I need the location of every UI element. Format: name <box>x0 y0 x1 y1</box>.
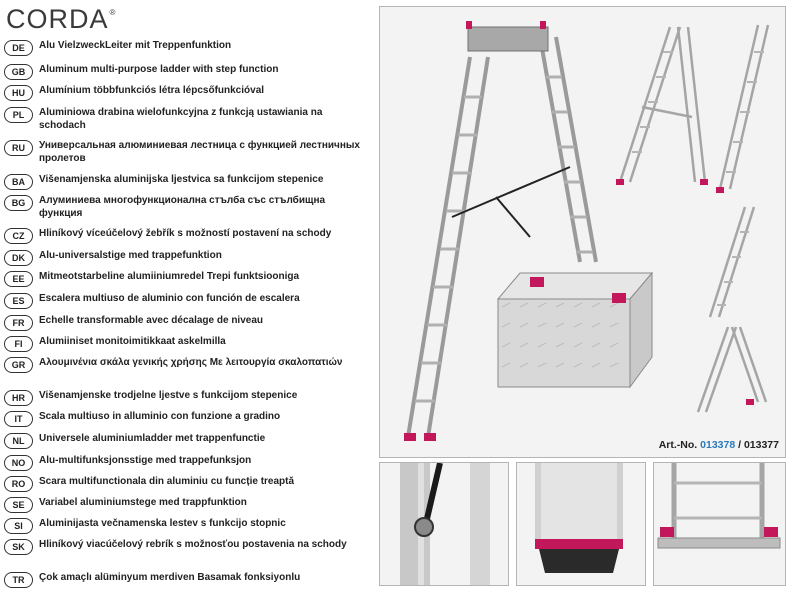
lang-description: Alumínium többfunkciós létra lépcsőfunkcióval <box>39 85 265 96</box>
lang-row-hu <box>0 85 372 101</box>
lang-row-no <box>0 455 372 471</box>
lang-row-ru <box>0 140 372 165</box>
lang-description: Višenamjenska aluminijska ljestvica sa funkcijom stepenice <box>39 174 324 185</box>
lang-description: Aluminiowa drabina wielofunkcyjna z funkcją ustawiania na schodach <box>39 107 323 131</box>
lang-code-badge: NL <box>4 433 33 449</box>
strap-detail-illustration <box>380 463 508 585</box>
lang-code-badge: NO <box>4 455 33 471</box>
lang-description: Escalera multiuso de aluminio con función de escalera <box>39 293 300 304</box>
lang-row-gr <box>0 357 372 373</box>
variant-straight-icon <box>720 25 768 189</box>
lang-description: Hliníkový víceúčelový žebřík s možností postavení na schody <box>39 228 332 239</box>
lang-code-badge: RO <box>4 476 33 492</box>
lang-code-badge: FI <box>4 336 33 352</box>
ladder-hinge-icon <box>466 21 548 51</box>
lang-code-badge: GR <box>4 357 33 373</box>
lang-row-ba <box>0 174 372 190</box>
detail-image-strap <box>379 462 509 586</box>
foot-detail-illustration <box>517 463 645 585</box>
lang-code-badge: CZ <box>4 228 33 244</box>
lang-row-nl <box>0 433 372 449</box>
lang-row-de <box>0 40 372 56</box>
lang-description: Mitmeotstarbeline alumiiniumredel Trepi funktsiooniga <box>39 271 300 282</box>
lang-description: Alu-universalstige med trappefunktion <box>39 250 222 261</box>
article-number-primary: 013378 <box>700 439 736 451</box>
registered-mark: ® <box>109 8 117 17</box>
lang-description: Aluminijasta večnamenska lestev s funkcijo stopnic <box>39 518 286 529</box>
lang-code-badge: EE <box>4 271 33 287</box>
lang-description: Alu VielzweckLeiter mit Treppenfunktion <box>39 40 232 51</box>
lang-code-badge: BG <box>4 195 33 211</box>
lang-description: Αλουμινένια σκάλα γενικής χρήσης Με λειτουργία σκαλοπατιών <box>39 357 343 368</box>
lang-row-gb <box>0 64 372 80</box>
ladder-section-right-icon <box>540 37 596 262</box>
lang-code-badge: DK <box>4 250 33 266</box>
variant-stair-icon <box>698 327 766 412</box>
lang-description: Alu-multifunksjonsstige med trappefunksjon <box>39 455 252 466</box>
lang-row-fi <box>0 336 372 352</box>
lang-description: Çok amaçlı alüminyum merdiven Basamak fonksiyonlu <box>39 572 301 583</box>
brand-logo <box>6 4 115 35</box>
lang-description: Variabel aluminiumstege med trappfunktion <box>39 497 247 508</box>
lang-row-hr <box>0 390 372 406</box>
lang-row-se <box>0 497 372 513</box>
article-prefix: Art.-No. <box>658 439 698 451</box>
lang-description: Echelle transformable avec décalage de niveau <box>39 315 263 326</box>
lang-description: Universele aluminiumladder met trappenfunctie <box>39 433 266 444</box>
article-separator: / <box>735 439 744 451</box>
article-number <box>659 439 779 451</box>
lang-description: Алуминиева многофункционална стълба със стълбищна функция <box>39 195 326 219</box>
detail-image-base <box>653 462 786 586</box>
lang-row-ee <box>0 271 372 287</box>
base-detail-illustration <box>654 463 785 585</box>
article-number-secondary: 013377 <box>743 439 779 451</box>
lang-row-tr <box>0 572 372 588</box>
aluminium-box-icon <box>498 273 652 387</box>
lang-description: Hliníkový viacúčelový rebrík s možnosťou postavenia na schody <box>39 539 347 550</box>
detail-image-foot <box>516 462 646 586</box>
lang-row-sk <box>0 539 372 555</box>
lang-code-badge: SI <box>4 518 33 534</box>
lang-description: Aluminum multi-purpose ladder with step function <box>39 64 279 75</box>
lang-code-badge: HR <box>4 390 33 406</box>
lang-code-badge: GB <box>4 64 33 80</box>
lang-code-badge: RU <box>4 140 33 156</box>
lang-description: Универсальная алюминиевая лестница с функцией лестничных пролетов <box>39 140 360 164</box>
lang-row-ro <box>0 476 372 492</box>
brand-name: CORDA <box>6 4 109 34</box>
lang-row-si <box>0 518 372 534</box>
lang-code-badge: BA <box>4 174 33 190</box>
ladder-section-left-icon <box>408 57 488 437</box>
lang-description: Scara multifunctionala din aluminiu cu funcție treaptă <box>39 476 295 487</box>
lang-code-badge: IT <box>4 411 33 427</box>
lang-row-dk <box>0 250 372 266</box>
lang-description: Višenamjenske trodjelne ljestve s funkcijom stepenice <box>39 390 298 401</box>
lang-row-fr <box>0 315 372 331</box>
lang-code-badge: TR <box>4 572 33 588</box>
lang-code-badge: PL <box>4 107 33 123</box>
lang-row-bg <box>0 195 372 220</box>
main-product-image <box>379 6 786 458</box>
lang-row-pl <box>0 107 372 132</box>
lang-description: Alumiiniset monitoimitikkaat askelmilla <box>39 336 226 347</box>
variant-single-icon <box>710 207 754 317</box>
lang-row-es <box>0 293 372 309</box>
ladder-foot-icon <box>404 433 416 441</box>
lang-code-badge: HU <box>4 85 33 101</box>
ladder-assembly-illustration <box>380 7 785 457</box>
variant-a-frame-icon <box>620 27 705 182</box>
lang-description: Scala multiuso in alluminio con funzione a gradino <box>39 411 281 422</box>
lang-code-badge: FR <box>4 315 33 331</box>
lang-row-it <box>0 411 372 427</box>
lang-row-cz <box>0 228 372 244</box>
lang-code-badge: ES <box>4 293 33 309</box>
lang-code-badge: SK <box>4 539 33 555</box>
lang-code-badge: DE <box>4 40 33 56</box>
lang-code-badge: SE <box>4 497 33 513</box>
